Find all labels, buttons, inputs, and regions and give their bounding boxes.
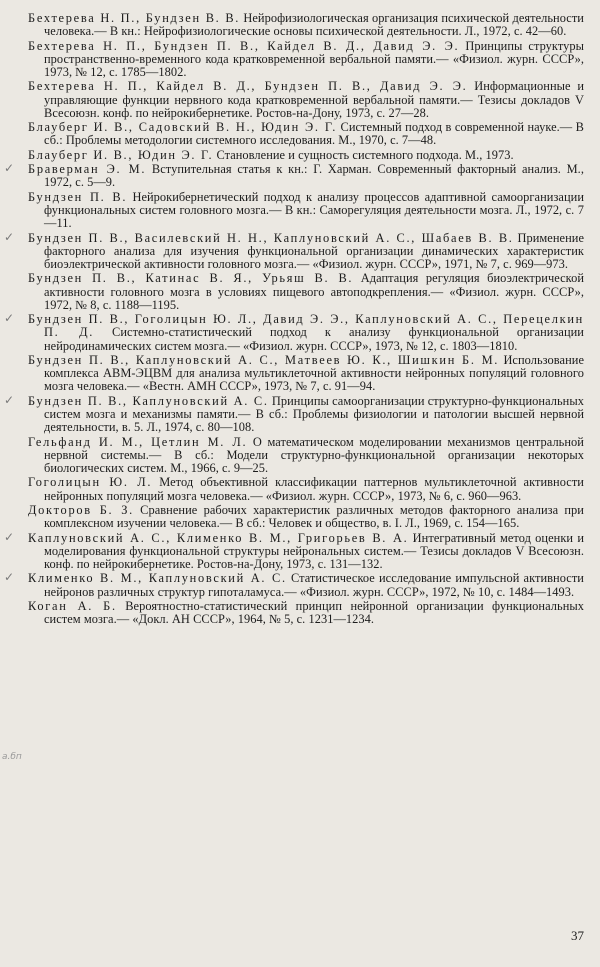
reference-entry — [28, 272, 584, 312]
reference-text: Использование комплекса АВМ-ЭЦВМ для анализа мультиклеточной активности нейронных популяций головного мозга человека.— «Вестн. АМН СССР», 1973, № 7, с. 91—94. — [44, 352, 584, 394]
reference-text: О математическом моделировании механизмов центральной нервной системы.— В сб.: Модели структурно-функциональной организации некоторых биологических систем. М., 1966, с. 9—25. — [44, 434, 584, 475]
checkmark-icon: ✓ — [4, 529, 15, 544]
reference-authors: Бехтерева Н. П., Бундзен П. В., Кайдел В. Д., Давид Э. Э. — [28, 38, 460, 53]
reference-authors: Докторов Б. З. — [28, 502, 134, 517]
reference-text: Нейрофизиологическая организация психической деятельности человека.— В кн.: Нейрофизиологические основы психической деятельности. Л., 1972, с. 42—60. — [44, 11, 584, 39]
reference-authors: Гельфанд И. М., Цетлин М. Л. — [28, 434, 248, 449]
reference-entry — [4, 311, 584, 353]
reference-authors: Блауберг И. В., Садовский В. Н., Юдин Э. Г. — [28, 120, 338, 135]
reference-text: Интегративный метод оценки и моделирования функциональной структуры нейрональных систем.— Тезисы докладов V Всесоюзн. конф. по нейрокибернетике. Ростов-на-Дону, 1973, с. 131—132. — [44, 530, 585, 571]
reference-text: Становление и сущность системного подхода. М., 1973. — [216, 147, 514, 162]
reference-authors: Бехтерева Н. П., Кайдел В. Д., Бундзен П. В., Давид Э. Э. — [28, 79, 468, 94]
reference-list — [4, 11, 585, 627]
reference-entry — [4, 570, 584, 599]
reference-authors: Бундзен П. В., Гоголицын Ю. Л., Давид Э. Э., Каплуновский А. С., Перецелкин П. Д. — [28, 312, 584, 340]
reference-authors: Бундзен П. В., Катинас В. Я., Урьяш В. В. — [28, 271, 354, 286]
reference-text: Сравнение рабочих характеристик различных методов факторного анализа при комплексном изучении человека.— В сб.: Человек и общество, в. I. Л., 1969, с. 154—165. — [44, 502, 584, 531]
checkmark-icon: ✓ — [4, 161, 15, 176]
reference-authors: Бундзен П. В., Василевский Н. Н., Каплуновский А. С., Шабаев В. В. — [28, 230, 514, 245]
checkmark-icon: ✓ — [4, 311, 15, 326]
reference-text: Системно-статистический подход к анализу функциональной организации нейродинамических систем мозга.— «Физиол. журн. СССР», 1973, № 12, с. 1803—1810. — [44, 325, 584, 353]
reference-entry — [4, 392, 584, 435]
reference-entry — [4, 529, 585, 572]
checkmark-icon: ✓ — [4, 570, 15, 585]
reference-authors: Браверман Э. М. — [28, 162, 147, 177]
reference-entry — [28, 191, 584, 231]
reference-authors: Бундзен П. В., Каплуновский А. С., Матвеев Ю. К., Шишкин Б. М. — [28, 352, 500, 367]
reference-entry — [28, 80, 584, 120]
reference-authors: Бундзен П. В., Каплуновский А. С. — [28, 393, 269, 408]
reference-text: Статистическое исследование импульсной активности нейронов различных структур гипоталамуса.— «Физиол. журн. СССР», 1972, № 10, с. 1484—1493. — [44, 571, 584, 599]
reference-text: Принципы самоорганизации структурно-функциональных систем мозга и механизмы памяти.— В сб.: Проблемы физиологии и патологии высшей нервной деятельности, в. 5. Л., 1974, с. 80—108. — [44, 393, 584, 435]
reference-entry — [28, 12, 584, 38]
reference-text: Вероятностно-статистический принцип нейронной организации функциональных систем мозга.— «Докл. АН СССР», 1964, № 5, с. 1231—1234. — [44, 598, 585, 627]
reference-authors: Клименко В. М., Каплуновский А. С. — [28, 571, 287, 586]
reference-text: Адаптация регуляция биоэлектрической активности головного мозга в условиях пищевого автоподкрепления.— «Физиол. журн. СССР», 1972, № 8, с. 1188—1195. — [44, 271, 585, 312]
reference-text: Применение факторного анализа для изучения функциональной организации динамических характеристик биоэлектрической активности головного мозга.— «Физиол. журн. СССР», 1971, № 7, с. 969—973. — [44, 230, 584, 271]
reference-entry — [28, 354, 584, 394]
reference-text: Информационные и управляющие функции нервного кода кратковременной вербальной памяти.— Тезисы докладов V Всесоюзн. конф. по нейрокибернетике. Ростов-на-Дону, 1973, с. 27—28. — [44, 79, 585, 120]
reference-authors: Бундзен П. В. — [28, 189, 128, 204]
reference-entry — [28, 504, 584, 530]
reference-entry — [28, 436, 584, 476]
reference-authors: Блауберг И. В., Юдин Э. Г. — [28, 147, 214, 162]
reference-authors: Бехтерева Н. П., Бундзен В. В. — [28, 11, 241, 25]
reference-text: Принципы структуры пространственно-временного кода кратковременной вербальной памяти.— «Физиол. журн. СССР», 1973, № 12, с. 1785—1802. — [44, 38, 584, 79]
reference-entry — [4, 161, 584, 190]
page-number: 37 — [571, 928, 584, 943]
reference-text: Нейрокибернетический подход к анализу процессов адаптивной самоорганизации функциональных систем головного мозга.— В кн.: Саморегуляция деятельности мозга. Л., 1972, с. 7—11. — [44, 189, 584, 231]
reference-authors: Гоголицын Ю. Л. — [28, 475, 153, 490]
reference-entry — [4, 229, 584, 272]
reference-entry — [28, 40, 584, 80]
reference-entry — [28, 149, 584, 162]
handwritten-margin-note: а.бп — [2, 752, 22, 762]
reference-entry — [28, 476, 584, 502]
reference-entry — [28, 121, 584, 147]
checkmark-icon: ✓ — [4, 229, 15, 244]
reference-entry — [28, 600, 584, 626]
reference-text: Метод объективной классификации паттернов мультиклеточной активности нейронных популяций мозга человека.— «Физиол. журн. СССР», 1973, № 6, с. 960—963. — [44, 475, 584, 503]
reference-text: Вступительная статья к кн.: Г. Харман. Современный факторный анализ. М., 1972, с. 5—9. — [44, 162, 584, 190]
reference-text: Системный подход в современной науке.— В сб.: Проблемы методологии системного исследования. М., 1970, с. 7—48. — [44, 120, 584, 148]
reference-authors: Коган А. Б. — [28, 598, 117, 613]
reference-authors: Каплуновский А. С., Клименко В. М., Григорьев В. А. — [28, 530, 409, 545]
checkmark-icon: ✓ — [4, 392, 15, 407]
